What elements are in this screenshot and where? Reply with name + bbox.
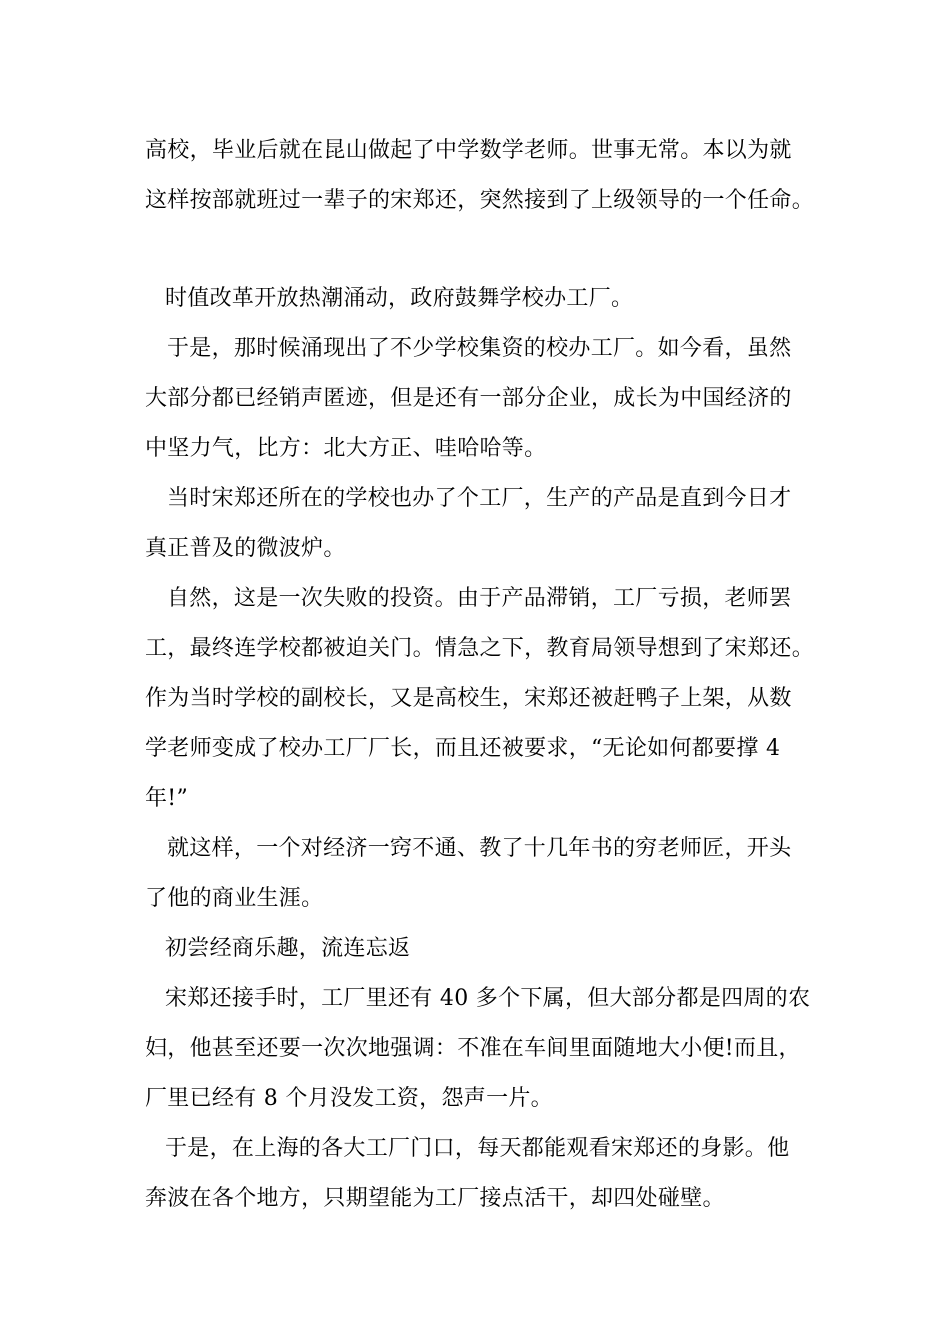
text-line: 妇，他甚至还要一次次地强调：不准在车间里面随地大小便!而且， (145, 1036, 801, 1061)
text-line: 宋郑还接手时，工厂里还有 40 多个下属，但大部分都是四周的农 (165, 986, 811, 1011)
text-line: 年!” (145, 786, 188, 811)
text-line: 于是，在上海的各大工厂门口，每天都能观看宋郑还的身影。他 (165, 1136, 790, 1161)
text-line: 厂里已经有 8 个月没发工资，怨声一片。 (145, 1086, 553, 1111)
text-line: 于是，那时候涌现出了不少学校集资的校办工厂。如今看，虽然 (167, 336, 792, 361)
text-line: 这样按部就班过一辈子的宋郑还，突然接到了上级领导的一个任命。 (145, 188, 815, 213)
text-line: 工，最终连学校都被迫关门。情急之下，教育局领导想到了宋郑还。 (145, 636, 815, 661)
text-line: 高校，毕业后就在昆山做起了中学数学老师。世事无常。本以为就 (145, 138, 792, 163)
section-heading: 初尝经商乐趣，流连忘返 (165, 936, 411, 961)
text-line: 真正普及的微波炉。 (145, 536, 346, 561)
text-line: 大部分都已经销声匿迹，但是还有一部分企业，成长为中国经济的 (145, 386, 792, 411)
text-line: 当时宋郑还所在的学校也办了个工厂，生产的产品是直到今日才 (167, 486, 792, 511)
text-line: 了他的商业生涯。 (145, 886, 324, 911)
text-line: 学老师变成了校办工厂厂长，而且还被要求，“无论如何都要撑 4 (145, 736, 781, 761)
text-line: 就这样，一个对经济一窍不通、教了十几年书的穷老师匠，开头 (167, 836, 792, 861)
text-line: 奔波在各个地方，只期望能为工厂接点活干，却四处碰壁。 (145, 1186, 725, 1211)
text-line: 中坚力气，比方：北大方正、哇哈哈等。 (145, 436, 547, 461)
text-line: 作为当时学校的副校长，又是高校生，宋郑还被赶鸭子上架，从数 (145, 686, 792, 711)
text-line: 时值改革开放热潮涌动，政府鼓舞学校办工厂。 (165, 286, 634, 311)
text-line: 自然，这是一次失败的投资。由于产品滞销，工厂亏损，老师罢 (167, 586, 792, 611)
